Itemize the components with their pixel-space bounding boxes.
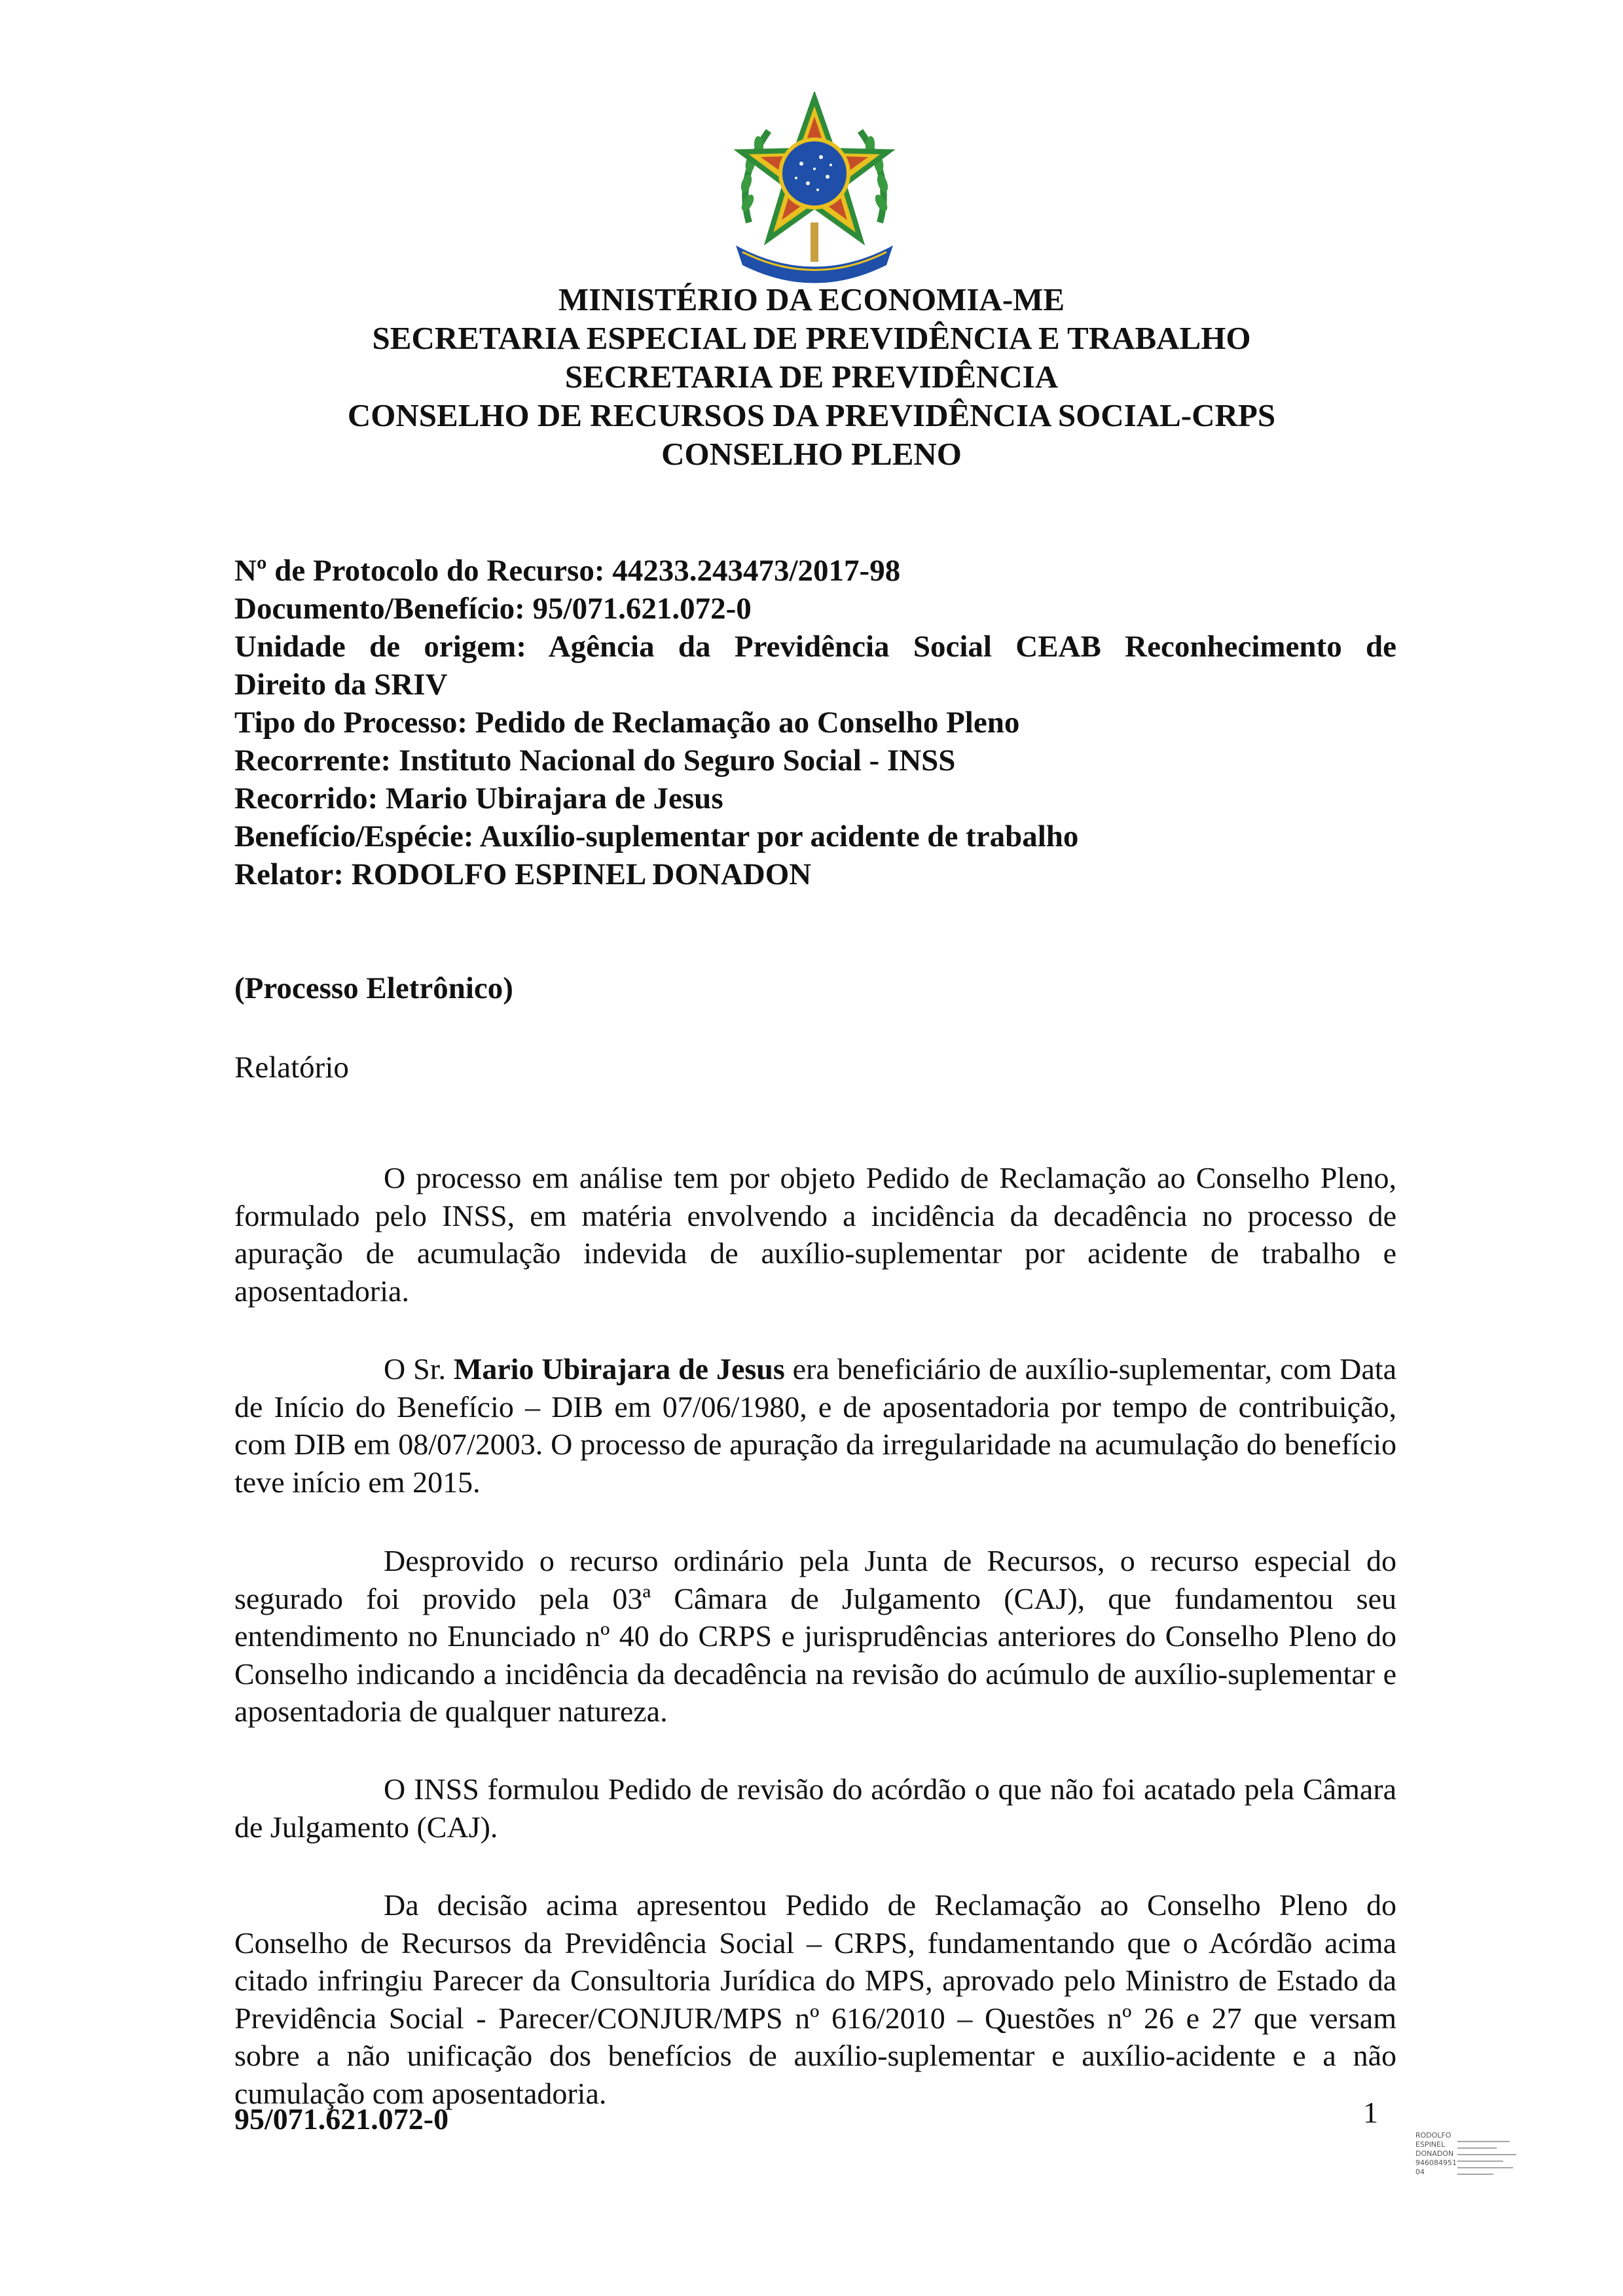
document-header — [131, 280, 1492, 473]
header-special-secretariat: SECRETARIA ESPECIAL DE PREVIDÊNCIA E TRABALHO — [372, 320, 1251, 356]
paragraph-text: O processo em análise tem por objeto Pedido de Reclamação ao Conselho Pleno, formulado pelo INSS, em matéria envolvendo a incidência da decadência no processo de apuração de acumulação indevida de auxílio-suplementar por acidente de trabalho e aposentadoria. — [234, 1161, 1396, 1308]
paragraph-text — [234, 1350, 1396, 1501]
protocol-number: Nº de Protocolo do Recurso: 44233.243473/2017-98 — [234, 554, 901, 588]
benefit-species: Benefício/Espécie: Auxílio-suplementar por acidente de trabalho — [234, 819, 1079, 853]
header-ministry: MINISTÉRIO DA ECONOMIA-ME — [558, 281, 1065, 317]
insured-name: Mario Ubirajara de Jesus — [453, 1352, 785, 1386]
signature-name-line: 946084951 — [1415, 2159, 1457, 2167]
signature-name-line: 04 — [1415, 2168, 1425, 2176]
paragraph-4 — [234, 1770, 1396, 1846]
signature-name-line: RODOLFO — [1415, 2131, 1451, 2140]
appellee: Recorrido: Mario Ubirajara de Jesus — [234, 781, 723, 816]
rapporteur: Relator: RODOLFO ESPINEL DONADON — [234, 857, 812, 891]
signature-name-line: DONADON — [1415, 2149, 1454, 2158]
signature-name — [1415, 2131, 1455, 2177]
paragraph-text: O INSS formulou Pedido de revisão do acórdão o que não foi acatado pela Câmara de Julgamento (CAJ). — [234, 1772, 1396, 1844]
origin-unit-line1: Unidade de origem: Agência da Previdência Social CEAB Reconhecimento de — [234, 630, 1396, 664]
paragraph-text-start: O Sr. — [384, 1352, 454, 1386]
footer-document-number: 95/071.621.072-0 — [234, 2102, 449, 2136]
paragraph-text-rest: era beneficiário de auxílio-suplementar, com Data de Início do Benefício – DIB em 07/06/1980, e de aposentadoria por tempo de contribuição, com DIB em 08/07/2003. O processo de apuração da irregularidade na acumulação do benefício teve início em 2015. — [234, 1352, 1397, 1499]
paragraph-5 — [234, 1886, 1396, 2112]
signature-fine-print-graphic — [1457, 2139, 1529, 2185]
document-benefit: Documento/Benefício: 95/071.621.072-0 — [234, 592, 752, 626]
signature-name-line: ESPINEL — [1415, 2140, 1446, 2149]
paragraph-text: Desprovido o recurso ordinário pela Junta de Recursos, o recurso especial do segurado foi provido pela 03ª Câmara de Julgamento (CAJ), que fundamentou seu entendimento no Enunciado nº 40 do CRPS e jurisprudências anteriores do Conselho Pleno do Conselho indicando a incidência da decadência na revisão do acúmulo de auxílio-suplementar e aposentadoria de qualquer natureza. — [234, 1544, 1396, 1728]
header-secretariat: SECRETARIA DE PREVIDÊNCIA — [564, 359, 1059, 395]
header-council: CONSELHO DE RECURSOS DA PREVIDÊNCIA SOCIAL-CRPS — [347, 397, 1276, 433]
coat-of-arms-emblem — [723, 92, 906, 288]
paragraph-3 — [234, 1542, 1396, 1731]
digital-signature-stamp — [1415, 2131, 1533, 2203]
electronic-process-label: (Processo Eletrônico) — [234, 971, 513, 1005]
paragraph-2 — [234, 1350, 1396, 1501]
appellant: Recorrente: Instituto Nacional do Seguro Social - INSS — [234, 744, 956, 778]
origin-unit-line2: Direito da SRIV — [234, 668, 448, 702]
paragraph-text: Da decisão acima apresentou Pedido de Reclamação ao Conselho Pleno do Conselho de Recursos da Previdência Social – CRPS, fundamentando que o Acórdão acima citado infringiu Parecer da Consultoria Jurídica do MPS, aprovado pelo Ministro de Estado da Previdência Social - Parecer/CONJUR/MPS nº 616/2010 – Questões nº 26 e 27 que versam sobre a não unificação dos benefícios de auxílio-suplementar e auxílio-acidente e a não cumulação com aposentadoria. — [234, 1888, 1396, 2110]
header-plenary: CONSELHO PLENO — [661, 436, 962, 472]
page-number: 1 — [1363, 2096, 1378, 2129]
report-heading: Relatório — [234, 1050, 349, 1085]
process-type: Tipo do Processo: Pedido de Reclamação ao Conselho Pleno — [234, 706, 1020, 740]
paragraph-1 — [234, 1159, 1396, 1310]
case-metadata — [234, 552, 1396, 893]
